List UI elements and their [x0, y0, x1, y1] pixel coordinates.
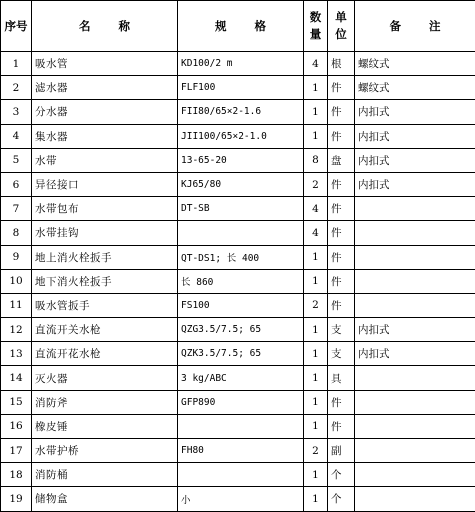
cell-note: 内扣式: [355, 172, 475, 196]
cell-no: 3: [1, 100, 32, 124]
cell-spec: 小: [178, 487, 304, 511]
header-name: 名 称: [32, 1, 178, 52]
cell-unit: 具: [328, 366, 355, 390]
table-row: [1, 439, 475, 463]
table-row: [1, 390, 475, 414]
cell-unit: 件: [328, 124, 355, 148]
cell-note: 内扣式: [355, 148, 475, 172]
cell-no: 15: [1, 390, 32, 414]
cell-note: [355, 197, 475, 221]
cell-unit: 个: [328, 463, 355, 487]
cell-spec: QT-DS1; 长 400: [178, 245, 304, 269]
cell-no: 4: [1, 124, 32, 148]
cell-note: [355, 439, 475, 463]
cell-name: 灭火器: [32, 366, 178, 390]
cell-name: 水带挂钩: [32, 221, 178, 245]
table-row: [1, 414, 475, 438]
cell-note: 内扣式: [355, 100, 475, 124]
cell-name: 直流开花水枪: [32, 342, 178, 366]
cell-unit: 件: [328, 269, 355, 293]
table-header: [1, 1, 475, 52]
cell-qty: 1: [304, 390, 328, 414]
table-row: [1, 124, 475, 148]
header-qty-bottom: 量: [307, 26, 324, 43]
cell-name: 水带护桥: [32, 439, 178, 463]
cell-unit: 支: [328, 342, 355, 366]
cell-name: 直流开关水枪: [32, 318, 178, 342]
cell-note: [355, 487, 475, 511]
cell-spec: FII80/65×2-1.6: [178, 100, 304, 124]
cell-no: 6: [1, 172, 32, 196]
cell-qty: 1: [304, 487, 328, 511]
cell-unit: 根: [328, 52, 355, 76]
cell-unit: 件: [328, 414, 355, 438]
cell-qty: 1: [304, 76, 328, 100]
cell-qty: 1: [304, 245, 328, 269]
table-row: [1, 197, 475, 221]
cell-no: 9: [1, 245, 32, 269]
cell-no: 18: [1, 463, 32, 487]
cell-no: 13: [1, 342, 32, 366]
cell-note: [355, 390, 475, 414]
cell-no: 7: [1, 197, 32, 221]
cell-name: 消防斧: [32, 390, 178, 414]
cell-name: 水带: [32, 148, 178, 172]
table-row: [1, 318, 475, 342]
cell-qty: 1: [304, 463, 328, 487]
table-row: [1, 172, 475, 196]
cell-no: 1: [1, 52, 32, 76]
cell-name: 橡皮锤: [32, 414, 178, 438]
header-qty-top: 数: [307, 9, 324, 26]
cell-name: 吸水管扳手: [32, 293, 178, 317]
cell-unit: 件: [328, 76, 355, 100]
cell-unit: 盘: [328, 148, 355, 172]
cell-note: [355, 245, 475, 269]
cell-spec: DT-SB: [178, 197, 304, 221]
table-row: [1, 463, 475, 487]
cell-no: 5: [1, 148, 32, 172]
table-row: [1, 342, 475, 366]
cell-note: 内扣式: [355, 342, 475, 366]
cell-unit: 支: [328, 318, 355, 342]
cell-spec: JII100/65×2-1.0: [178, 124, 304, 148]
table-row: [1, 366, 475, 390]
cell-qty: 2: [304, 172, 328, 196]
cell-no: 2: [1, 76, 32, 100]
header-no: 序号: [1, 1, 32, 52]
header-note: 备 注: [355, 1, 475, 52]
cell-qty: 1: [304, 269, 328, 293]
cell-spec: QZG3.5/7.5; 65: [178, 318, 304, 342]
cell-qty: 1: [304, 414, 328, 438]
cell-no: 14: [1, 366, 32, 390]
cell-unit: 副: [328, 439, 355, 463]
cell-name: 集水器: [32, 124, 178, 148]
header-unit: [328, 1, 355, 52]
table-row: [1, 245, 475, 269]
cell-qty: 4: [304, 52, 328, 76]
cell-qty: 1: [304, 100, 328, 124]
cell-qty: 1: [304, 124, 328, 148]
cell-spec: [178, 463, 304, 487]
cell-spec: [178, 221, 304, 245]
cell-note: [355, 269, 475, 293]
table-body: [1, 52, 475, 512]
cell-spec: [178, 414, 304, 438]
table-row: [1, 293, 475, 317]
cell-name: 储物盒: [32, 487, 178, 511]
cell-name: 水带包布: [32, 197, 178, 221]
table-row: [1, 52, 475, 76]
cell-no: 17: [1, 439, 32, 463]
cell-no: 12: [1, 318, 32, 342]
cell-name: 吸水管: [32, 52, 178, 76]
cell-no: 8: [1, 221, 32, 245]
cell-qty: 1: [304, 318, 328, 342]
header-unit-bottom: 位: [331, 26, 351, 43]
cell-qty: 2: [304, 439, 328, 463]
cell-unit: 件: [328, 293, 355, 317]
cell-note: [355, 366, 475, 390]
cell-note: 内扣式: [355, 124, 475, 148]
cell-spec: FLF100: [178, 76, 304, 100]
cell-name: 地上消火栓扳手: [32, 245, 178, 269]
cell-note: [355, 221, 475, 245]
cell-note: 内扣式: [355, 318, 475, 342]
table-row: [1, 487, 475, 511]
cell-no: 19: [1, 487, 32, 511]
cell-note: 螺纹式: [355, 52, 475, 76]
cell-spec: KJ65/80: [178, 172, 304, 196]
cell-spec: GFP890: [178, 390, 304, 414]
cell-no: 10: [1, 269, 32, 293]
cell-note: 螺纹式: [355, 76, 475, 100]
cell-spec: 长 860: [178, 269, 304, 293]
cell-spec: FH80: [178, 439, 304, 463]
cell-spec: KD100/2 m: [178, 52, 304, 76]
cell-name: 地下消火栓扳手: [32, 269, 178, 293]
cell-spec: 13-65-20: [178, 148, 304, 172]
table-row: [1, 76, 475, 100]
cell-spec: QZK3.5/7.5; 65: [178, 342, 304, 366]
cell-qty: 4: [304, 197, 328, 221]
cell-unit: 件: [328, 221, 355, 245]
cell-qty: 4: [304, 221, 328, 245]
cell-spec: 3 kg/ABC: [178, 366, 304, 390]
table-row: [1, 269, 475, 293]
cell-note: [355, 414, 475, 438]
header-spec: 规 格: [178, 1, 304, 52]
cell-note: [355, 293, 475, 317]
cell-qty: 2: [304, 293, 328, 317]
cell-name: 滤水器: [32, 76, 178, 100]
cell-unit: 件: [328, 390, 355, 414]
cell-spec: FS100: [178, 293, 304, 317]
cell-no: 16: [1, 414, 32, 438]
cell-unit: 件: [328, 197, 355, 221]
cell-unit: 件: [328, 172, 355, 196]
cell-no: 11: [1, 293, 32, 317]
table-row: [1, 221, 475, 245]
cell-name: 消防桶: [32, 463, 178, 487]
cell-unit: 件: [328, 100, 355, 124]
table-row: [1, 148, 475, 172]
header-row: [1, 1, 475, 52]
cell-note: [355, 463, 475, 487]
cell-qty: 1: [304, 342, 328, 366]
cell-qty: 8: [304, 148, 328, 172]
header-qty: [304, 1, 328, 52]
cell-qty: 1: [304, 366, 328, 390]
header-unit-top: 单: [331, 9, 351, 26]
cell-name: 分水器: [32, 100, 178, 124]
cell-unit: 件: [328, 245, 355, 269]
cell-unit: 个: [328, 487, 355, 511]
cell-name: 异径接口: [32, 172, 178, 196]
table-row: [1, 100, 475, 124]
